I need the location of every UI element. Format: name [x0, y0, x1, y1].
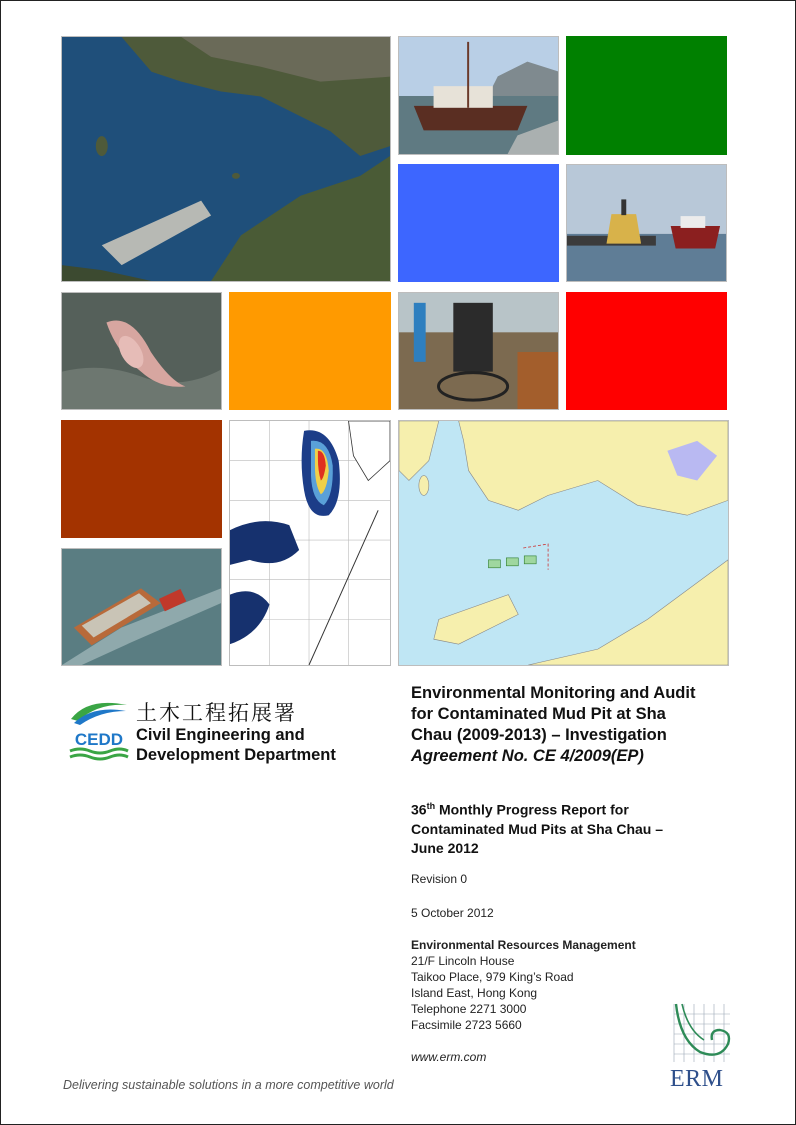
red-tile: [566, 292, 727, 410]
report-title: [411, 683, 741, 767]
cedd-english-name: [136, 725, 336, 765]
tagline: Delivering sustainable solutions in a more competitive world: [63, 1078, 394, 1092]
report-number-suffix: th: [426, 801, 436, 811]
orange-tile: [229, 292, 391, 410]
revision-label: Revision 0: [411, 872, 468, 886]
address-line2: Taikoo Place, 979 King’s Road: [411, 970, 574, 984]
address-line3: Island East, Hong Kong: [411, 986, 538, 1000]
erm-logo-text: ERM: [670, 1066, 724, 1092]
cedd-logo-icon: [68, 697, 130, 761]
report-subtitle: [411, 797, 731, 858]
cedd-chinese-name: 土木工程拓展署: [136, 701, 297, 725]
company-block: [411, 937, 636, 1033]
title-line3: Chau (2009-2013) – Investigation: [411, 726, 667, 744]
blue-tile: [398, 164, 559, 282]
erm-logo-icon: [670, 1000, 734, 1064]
barge-aerial-photo: [61, 548, 222, 666]
report-date: 5 October 2012: [411, 906, 494, 920]
subtitle-line3: June 2012: [411, 839, 479, 856]
tugboat-barge-photo: [566, 164, 727, 282]
aerial-map-photo: [61, 36, 391, 282]
title-line2: for Contaminated Mud Pit at Sha: [411, 705, 666, 723]
subtitle-line1: [411, 797, 731, 820]
report-number: 36: [411, 801, 427, 818]
title-line1: Environmental Monitoring and Audit: [411, 684, 696, 702]
subtitle-line2: Contaminated Mud Pits at Sha Chau –: [411, 820, 664, 837]
cedd-logo-text: CEDD: [74, 730, 124, 749]
cedd-name-line1: Civil Engineering and: [136, 726, 305, 744]
fishing-boat-photo: [398, 36, 559, 155]
green-tile: [566, 36, 727, 155]
subtitle-line1-rest: Monthly Progress Report for: [435, 801, 629, 818]
agreement-number: Agreement No. CE 4/2009(EP): [411, 747, 644, 765]
site-location-map: [398, 420, 729, 666]
brown-tile: [61, 420, 222, 538]
address-line1: 21/F Lincoln House: [411, 954, 515, 968]
cedd-name-line2: Development Department: [136, 746, 336, 764]
contour-map: [229, 420, 391, 666]
company-name: Environmental Resources Management: [411, 938, 636, 952]
website-link[interactable]: www.erm.com: [411, 1050, 487, 1064]
telephone: Telephone 2271 3000: [411, 1002, 527, 1016]
facsimile: Facsimile 2723 5660: [411, 1018, 522, 1032]
sampling-equipment-photo: [398, 292, 559, 410]
dolphin-photo: [61, 292, 222, 410]
